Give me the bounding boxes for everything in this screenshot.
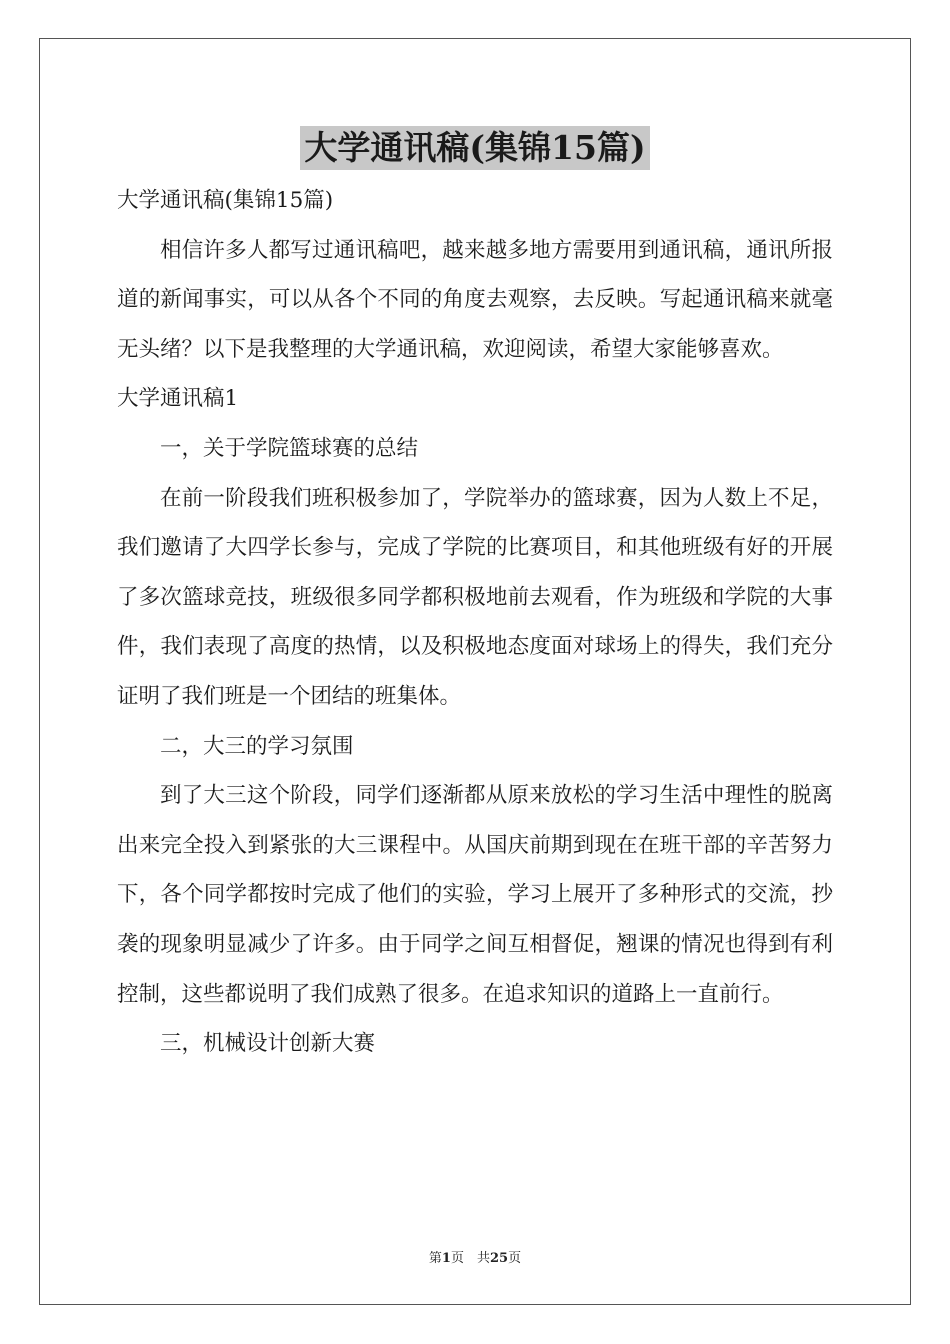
footer-total-pages: 25 bbox=[489, 1251, 509, 1266]
part-heading-1: 一，关于学院篮球赛的总结 bbox=[160, 435, 419, 461]
part-body-1: 在前一阶段我们班积极参加了，学院举办的篮球赛，因为人数上不足，我们邀请了大四学长参与，完成了学院的比赛项目，和其他班级有好的开展了多次篮球竞技，班级很多同学都积极地前去观看，作为班级和学院的大事件，我们表现了高度的热情，以及积极地态度面对球场上的得失，我们充分证明了我们班是一个团结的班集体。 bbox=[117, 485, 833, 709]
footer-prefix: 第 bbox=[428, 1251, 442, 1266]
page-footer bbox=[0, 1247, 950, 1266]
document-body bbox=[117, 176, 833, 1069]
part-heading-2: 二，大三的学习氛围 bbox=[160, 733, 354, 759]
title-wrap bbox=[0, 126, 950, 170]
footer-mid: 页 共 bbox=[450, 1251, 490, 1266]
section-heading-1: 大学通讯稿1 bbox=[117, 386, 239, 412]
document-title: 大学通讯稿(集锦15篇) bbox=[300, 126, 649, 170]
footer-current-page: 1 bbox=[441, 1251, 451, 1266]
intro-paragraph: 相信许多人都写过通讯稿吧，越来越多地方需要用到通讯稿，通讯所报道的新闻事实，可以从各个不同的角度去观察，去反映。写起通讯稿来就毫无头绪？以下是我整理的大学通讯稿，欢迎阅读，希望大家能够喜欢。 bbox=[117, 237, 833, 362]
part-body-2: 到了大三这个阶段，同学们逐渐都从原来放松的学习生活中理性的脱离出来完全投入到紧张的大三课程中。从国庆前期到现在在班干部的辛苦努力下，各个同学都按时完成了他们的实验，学习上展开了多种形式的交流，抄袭的现象明显减少了许多。由于同学之间互相督促，翘课的情况也得到有利控制，这些都说明了我们成熟了很多。在追求知识的道路上一直前行。 bbox=[117, 783, 833, 1007]
document-subtitle: 大学通讯稿(集锦15篇) bbox=[117, 188, 334, 213]
footer-suffix: 页 bbox=[508, 1251, 522, 1266]
part-heading-3: 三，机械设计创新大赛 bbox=[160, 1031, 376, 1057]
